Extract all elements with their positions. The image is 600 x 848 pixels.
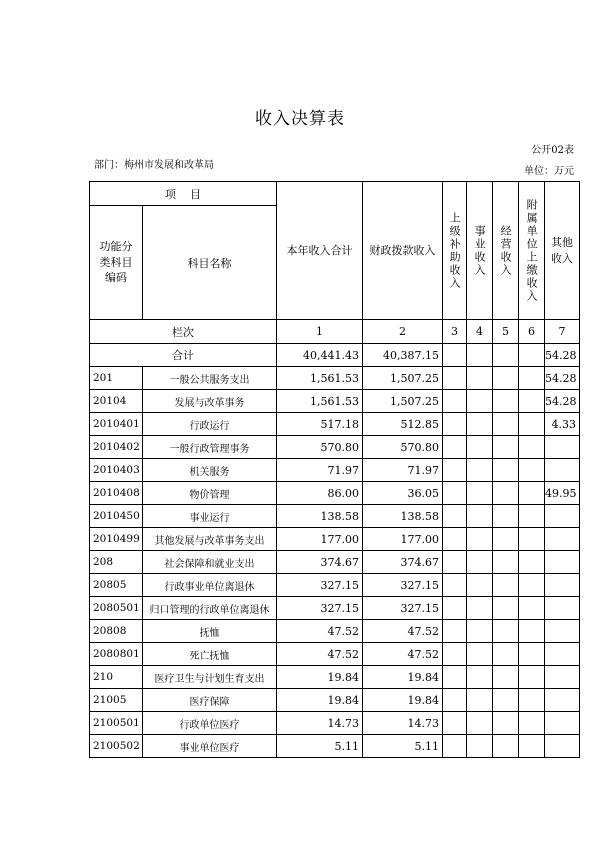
- row-value-c1: 47.52: [277, 643, 363, 666]
- row-value-c3: [443, 620, 467, 643]
- row-value-c7: [545, 689, 580, 712]
- row-subject-name: 其他发展与改革事务支出: [143, 528, 277, 551]
- row-subject-name: 归口管理的行政单位离退休: [143, 597, 277, 620]
- row-value-c7: 4.33: [545, 413, 580, 436]
- row-subject-name: 事业单位医疗: [143, 735, 277, 758]
- row-value-c2: 327.15: [363, 574, 443, 597]
- row-subject-name: 行政事业单位离退休: [143, 574, 277, 597]
- row-value-c2: 47.52: [363, 620, 443, 643]
- lanci-num: 7: [545, 320, 580, 344]
- total-c1: 40,441.43: [277, 344, 363, 367]
- row-value-c6: [519, 643, 545, 666]
- row-value-c1: 19.84: [277, 666, 363, 689]
- row-value-c6: [519, 689, 545, 712]
- row-value-c4: [467, 597, 493, 620]
- row-value-c5: [493, 413, 519, 436]
- row-subject-name: 发展与改革事务: [143, 390, 277, 413]
- row-value-c7: [545, 528, 580, 551]
- row-value-c1: 177.00: [277, 528, 363, 551]
- total-c7: 54.28: [545, 344, 580, 367]
- row-value-c6: [519, 551, 545, 574]
- row-subject-name: 一般行政管理事务: [143, 436, 277, 459]
- row-value-c1: 5.11: [277, 735, 363, 758]
- row-value-c5: [493, 528, 519, 551]
- row-code: 2010401: [90, 413, 143, 436]
- income-table: [89, 181, 580, 758]
- table-row: [90, 390, 580, 413]
- row-code: 210: [90, 666, 143, 689]
- row-value-c3: [443, 528, 467, 551]
- table-row: [90, 505, 580, 528]
- row-value-c5: [493, 436, 519, 459]
- row-value-c5: [493, 482, 519, 505]
- lanci-label: 栏次: [90, 320, 277, 344]
- table-body: [90, 344, 580, 758]
- row-value-c3: [443, 390, 467, 413]
- row-value-c7: [545, 574, 580, 597]
- row-value-c3: [443, 413, 467, 436]
- row-value-c2: 5.11: [363, 735, 443, 758]
- row-code: 2100502: [90, 735, 143, 758]
- header-col6: 附属单位上缴收入: [519, 182, 545, 320]
- row-code: 2010450: [90, 505, 143, 528]
- row-subject-name: 行政单位医疗: [143, 712, 277, 735]
- total-c2: 40,387.15: [363, 344, 443, 367]
- row-value-c7: [545, 505, 580, 528]
- row-value-c6: [519, 436, 545, 459]
- row-value-c2: 14.73: [363, 712, 443, 735]
- row-value-c7: 49.95: [545, 482, 580, 505]
- row-value-c6: [519, 528, 545, 551]
- row-value-c6: [519, 666, 545, 689]
- table-row: [90, 643, 580, 666]
- row-value-c2: 1,507.25: [363, 390, 443, 413]
- row-value-c1: 14.73: [277, 712, 363, 735]
- row-value-c5: [493, 390, 519, 413]
- table-row: [90, 666, 580, 689]
- row-value-c6: [519, 482, 545, 505]
- row-value-c2: 177.00: [363, 528, 443, 551]
- row-value-c7: [545, 459, 580, 482]
- row-value-c2: 327.15: [363, 597, 443, 620]
- table-row: [90, 689, 580, 712]
- table-row: [90, 574, 580, 597]
- row-value-c4: [467, 367, 493, 390]
- row-value-c3: [443, 436, 467, 459]
- row-value-c6: [519, 413, 545, 436]
- total-c3: [443, 344, 467, 367]
- row-value-c1: 86.00: [277, 482, 363, 505]
- form-code: 公开02表: [531, 145, 574, 156]
- row-value-c4: [467, 482, 493, 505]
- row-value-c2: 1,507.25: [363, 367, 443, 390]
- row-value-c5: [493, 689, 519, 712]
- lanci-num: 4: [467, 320, 493, 344]
- row-value-c4: [467, 666, 493, 689]
- lanci-num: 1: [277, 320, 363, 344]
- row-value-c5: [493, 505, 519, 528]
- row-value-c2: 19.84: [363, 689, 443, 712]
- row-code: 2010403: [90, 459, 143, 482]
- row-value-c1: 1,561.53: [277, 367, 363, 390]
- table-row: [90, 620, 580, 643]
- table-row: [90, 367, 580, 390]
- row-value-c3: [443, 735, 467, 758]
- row-value-c2: 570.80: [363, 436, 443, 459]
- table-row: [90, 735, 580, 758]
- row-subject-name: 社会保障和就业支出: [143, 551, 277, 574]
- row-value-c3: [443, 367, 467, 390]
- row-value-c1: 19.84: [277, 689, 363, 712]
- row-value-c1: 138.58: [277, 505, 363, 528]
- row-value-c4: [467, 620, 493, 643]
- row-code: 21005: [90, 689, 143, 712]
- row-value-c1: 1,561.53: [277, 390, 363, 413]
- row-value-c6: [519, 620, 545, 643]
- row-value-c3: [443, 574, 467, 597]
- row-code: 2080801: [90, 643, 143, 666]
- row-value-c3: [443, 551, 467, 574]
- row-value-c5: [493, 735, 519, 758]
- row-subject-name: 抚恤: [143, 620, 277, 643]
- row-subject-name: 事业运行: [143, 505, 277, 528]
- row-value-c5: [493, 643, 519, 666]
- row-code: 20808: [90, 620, 143, 643]
- total-c5: [493, 344, 519, 367]
- header-func-code: 功能分类科目编码: [90, 206, 143, 320]
- row-subject-name: 行政运行: [143, 413, 277, 436]
- table-row: [90, 413, 580, 436]
- row-value-c5: [493, 620, 519, 643]
- row-value-c1: 71.97: [277, 459, 363, 482]
- row-value-c5: [493, 459, 519, 482]
- lanci-num: 2: [363, 320, 443, 344]
- row-value-c6: [519, 390, 545, 413]
- row-code: 20805: [90, 574, 143, 597]
- row-value-c4: [467, 689, 493, 712]
- row-value-c7: [545, 666, 580, 689]
- row-code: 2080501: [90, 597, 143, 620]
- row-value-c2: 47.52: [363, 643, 443, 666]
- row-value-c5: [493, 551, 519, 574]
- row-value-c3: [443, 712, 467, 735]
- row-value-c7: [545, 735, 580, 758]
- row-value-c2: 138.58: [363, 505, 443, 528]
- row-value-c7: 54.28: [545, 390, 580, 413]
- header-col4: 事业收入: [467, 182, 493, 320]
- row-value-c7: [545, 597, 580, 620]
- row-value-c6: [519, 574, 545, 597]
- row-value-c3: [443, 689, 467, 712]
- table-row: [90, 528, 580, 551]
- table-row: [90, 597, 580, 620]
- row-code: 20104: [90, 390, 143, 413]
- header-col5: 经营收入: [493, 182, 519, 320]
- row-code: 2100501: [90, 712, 143, 735]
- row-value-c6: [519, 505, 545, 528]
- row-value-c3: [443, 597, 467, 620]
- row-value-c3: [443, 505, 467, 528]
- table-row: [90, 712, 580, 735]
- row-value-c1: 517.18: [277, 413, 363, 436]
- row-value-c7: [545, 551, 580, 574]
- row-value-c6: [519, 367, 545, 390]
- row-value-c7: [545, 643, 580, 666]
- header-col2: 财政拨款收入: [363, 182, 443, 320]
- row-value-c3: [443, 459, 467, 482]
- row-value-c4: [467, 643, 493, 666]
- row-code: 2010402: [90, 436, 143, 459]
- row-value-c5: [493, 666, 519, 689]
- row-value-c4: [467, 459, 493, 482]
- row-value-c4: [467, 574, 493, 597]
- row-code: 2010408: [90, 482, 143, 505]
- row-value-c4: [467, 528, 493, 551]
- total-label: 合计: [90, 344, 277, 367]
- lanci-num: 6: [519, 320, 545, 344]
- row-value-c4: [467, 551, 493, 574]
- table-row: [90, 459, 580, 482]
- row-value-c2: 374.67: [363, 551, 443, 574]
- header-col7: 其他收入: [545, 182, 580, 320]
- row-value-c5: [493, 574, 519, 597]
- row-value-c6: [519, 712, 545, 735]
- row-subject-name: 物价管理: [143, 482, 277, 505]
- row-subject-name: 死亡抚恤: [143, 643, 277, 666]
- unit-label: 单位：万元: [524, 166, 574, 177]
- row-subject-name: 医疗保障: [143, 689, 277, 712]
- total-c6: [519, 344, 545, 367]
- row-value-c7: [545, 620, 580, 643]
- total-c4: [467, 344, 493, 367]
- lanci-num: 3: [443, 320, 467, 344]
- row-value-c2: 36.05: [363, 482, 443, 505]
- row-value-c1: 570.80: [277, 436, 363, 459]
- row-value-c4: [467, 390, 493, 413]
- row-value-c6: [519, 459, 545, 482]
- row-value-c1: 327.15: [277, 574, 363, 597]
- row-value-c2: 19.84: [363, 666, 443, 689]
- table-header: [90, 182, 580, 344]
- row-value-c7: [545, 436, 580, 459]
- row-value-c2: 71.97: [363, 459, 443, 482]
- row-value-c5: [493, 712, 519, 735]
- row-value-c2: 512.85: [363, 413, 443, 436]
- row-value-c7: 54.28: [545, 367, 580, 390]
- table-row: [90, 482, 580, 505]
- lanci-num: 5: [493, 320, 519, 344]
- row-code: 2010499: [90, 528, 143, 551]
- row-value-c5: [493, 367, 519, 390]
- row-value-c1: 47.52: [277, 620, 363, 643]
- header-xiangmu: 项 目: [90, 182, 277, 206]
- row-subject-name: 机关服务: [143, 459, 277, 482]
- row-value-c1: 374.67: [277, 551, 363, 574]
- row-value-c7: [545, 712, 580, 735]
- row-value-c4: [467, 505, 493, 528]
- total-row: [90, 344, 580, 367]
- row-code: 201: [90, 367, 143, 390]
- row-value-c4: [467, 413, 493, 436]
- page-title: 收入决算表: [255, 109, 345, 129]
- row-value-c4: [467, 712, 493, 735]
- row-subject-name: 一般公共服务支出: [143, 367, 277, 390]
- row-value-c5: [493, 597, 519, 620]
- row-value-c6: [519, 735, 545, 758]
- department-label: 部门：梅州市发展和改革局: [94, 160, 214, 171]
- row-value-c3: [443, 482, 467, 505]
- row-value-c6: [519, 597, 545, 620]
- header-col3: 上级补助收入: [443, 182, 467, 320]
- row-value-c3: [443, 643, 467, 666]
- header-col1: 本年收入合计: [277, 182, 363, 320]
- row-code: 208: [90, 551, 143, 574]
- header-subject-name: 科目名称: [143, 206, 277, 320]
- row-value-c3: [443, 666, 467, 689]
- row-value-c4: [467, 735, 493, 758]
- table-row: [90, 551, 580, 574]
- table-row: [90, 436, 580, 459]
- row-value-c4: [467, 436, 493, 459]
- row-subject-name: 医疗卫生与计划生育支出: [143, 666, 277, 689]
- row-value-c1: 327.15: [277, 597, 363, 620]
